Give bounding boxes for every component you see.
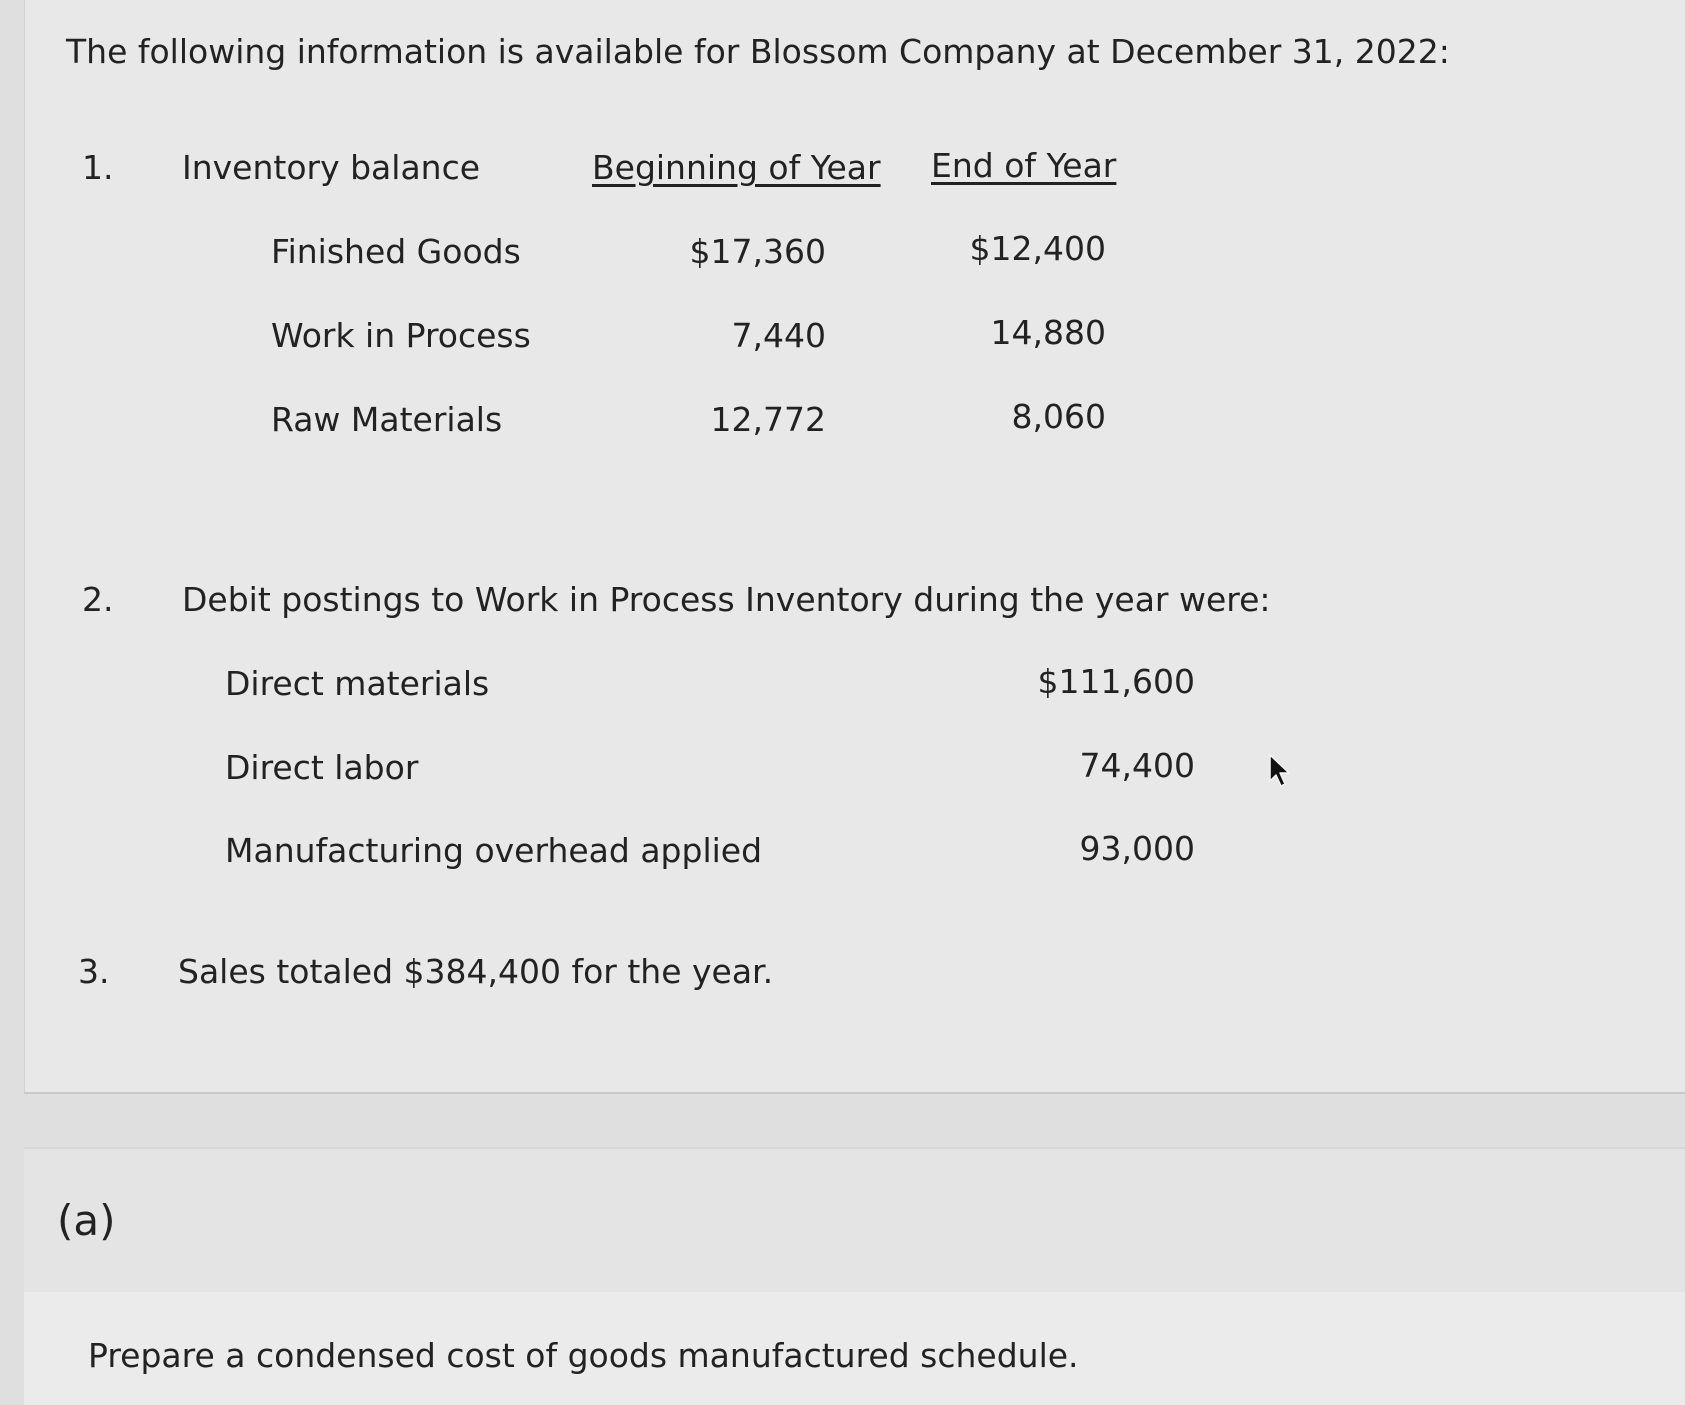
end-of-year-header: End of Year (931, 146, 1117, 185)
debit-posting-value: $111,600 (1037, 662, 1195, 701)
part-a-label: (a) (57, 1196, 116, 1245)
inventory-row-label: Work in Process (271, 316, 531, 355)
item-3-text: Sales totaled $384,400 for the year. (178, 952, 774, 991)
item-1-label: Inventory balance (182, 148, 481, 187)
item-2-number: 2. (82, 580, 114, 619)
debit-posting-label: Direct materials (225, 664, 490, 703)
inventory-row-begin: 12,772 (710, 400, 826, 439)
question-intro: The following information is available for Blossom Company at December 31, 2022: (66, 32, 1450, 71)
debit-posting-value: 74,400 (1079, 746, 1195, 785)
inventory-row-end: 14,880 (990, 313, 1106, 352)
inventory-row-begin: $17,360 (689, 232, 826, 271)
debit-posting-label: Manufacturing overhead applied (225, 831, 763, 870)
inventory-row-label: Raw Materials (271, 400, 503, 439)
item-1-number: 1. (82, 148, 114, 187)
debit-posting-label: Direct labor (225, 748, 419, 787)
beginning-of-year-header: Beginning of Year (592, 148, 881, 187)
item-2-label: Debit postings to Work in Process Inventory during the year were: (182, 580, 1271, 619)
mouse-pointer-icon (1268, 754, 1292, 790)
part-a-header-panel (24, 1147, 1685, 1294)
inventory-row-end: 8,060 (1011, 397, 1106, 436)
debit-posting-value: 93,000 (1079, 829, 1195, 868)
inventory-row-end: $12,400 (969, 229, 1106, 268)
inventory-row-begin: 7,440 (731, 316, 826, 355)
inventory-row-label: Finished Goods (271, 232, 521, 271)
item-3-number: 3. (78, 952, 110, 991)
part-a-prompt: Prepare a condensed cost of goods manufactured schedule. (88, 1336, 1079, 1375)
